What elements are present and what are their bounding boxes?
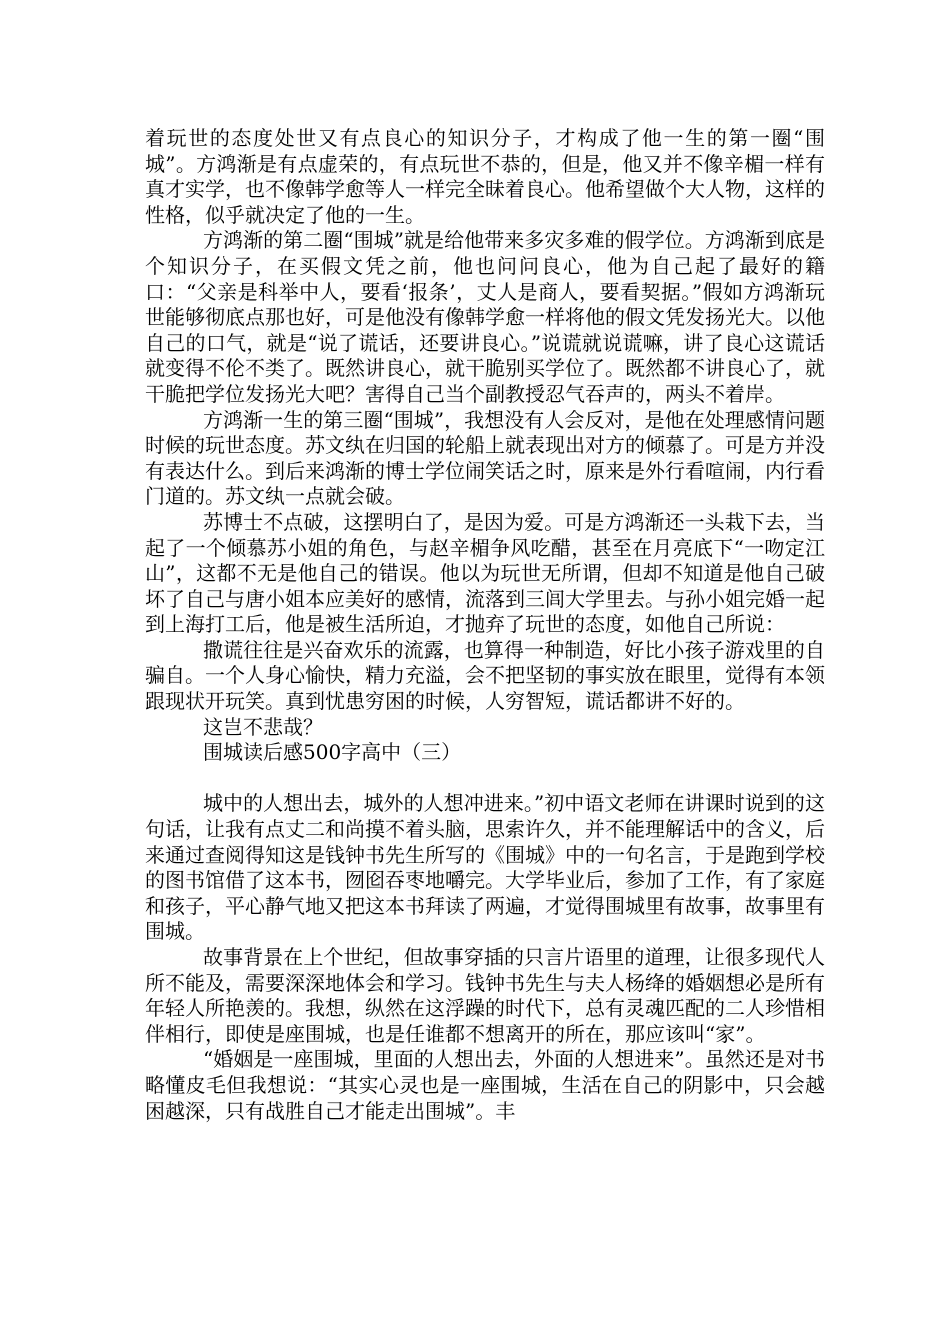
blank-line (145, 766, 825, 792)
document-body (145, 126, 825, 1124)
paragraph-10: “婚姻是一座围城，里面的人想出去，外面的人想进来”。虽然还是对书略懂皮毛但我想说：“其实心灵也是一座围城，生活在自己的阴影中，只会越困越深，只有战胜自己才能走出围城”。丰 (145, 1047, 825, 1123)
paragraph-2: 方鸿渐的第二圈“围城”就是给他带来多灾多难的假学位。方鸿渐到底是个知识分子，在买假文凭之前，他也问问良心，他为自己起了最好的籍口：“父亲是科举中人，要看‘报条’，丈人是商人，要看契据。”假如方鸿渐玩世能够彻底点那也好，可是他没有像韩学愈一样将他的假文凭发扬光大。以他自己的口气，就是“说了谎话，还要讲良心。”说谎就说谎嘛，讲了良心这谎话就变得不伦不类了。既然讲良心，就干脆别买学位了。既然都不讲良心了，就干脆把学位发扬光大吧？害得自己当个副教授忍气吞声的，两头不着岸。 (145, 228, 825, 406)
paragraph-4: 苏博士不点破，这摆明白了，是因为爱。可是方鸿渐还一头栽下去，当起了一个倾慕苏小姐的角色，与赵辛楣争风吃醋，甚至在月亮底下“一吻定江山”，这都不无是他自己的错误。他以为玩世无所谓，但却不知道是他自己破坏了自己与唐小姐本应美好的感情，流落到三闾大学里去。与孙小姐完婚一起到上海打工后，他是被生活所迫，才抛弃了玩世的态度，如他自己所说： (145, 509, 825, 637)
paragraph-1: 着玩世的态度处世又有点良心的知识分子，才构成了他一生的第一圈“围城”。方鸿渐是有点虚荣的，有点玩世不恭的，但是，他又并不像辛楣一样有真才实学，也不像韩学愈等人一样完全昧着良心。他希望做个大人物，这样的性格，似乎就决定了他的一生。 (145, 126, 825, 227)
paragraph-6: 这岂不悲哉？ (203, 714, 323, 739)
paragraph-3: 方鸿渐一生的第三圈“围城”，我想没有人会反对，是他在处理感情问题时候的玩世态度。苏文纨在归国的轮船上就表现出对方的倾慕了。可是方并没有表达什么。到后来鸿渐的博士学位闹笑话之时，原来是外行看喧闹，内行看门道的。苏文纨一点就会破。 (145, 407, 825, 509)
quote-paragraph: 撒谎往往是兴奋欢乐的流露，也算得一种制造，好比小孩子游戏里的自骗自。一个人身心愉快，精力充溢，会不把坚韧的事实放在眼里，觉得有本领跟现状开玩笑。真到忧患穷困的时候，人穷智短，谎话都讲不好的。 (145, 637, 825, 714)
paragraph-9: 故事背景在上个世纪，但故事穿插的只言片语里的道理，让很多现代人所不能及，需要深深地体会和学习。钱钟书先生与夫人杨绛的婚姻想必是所有年轻人所艳羡的。我想，纵然在这浮躁的时代下，总有灵魂匹配的二人珍惜相伴相行，即使是座围城，也是任谁都不想离开的所在，那应该叫“家”。 (145, 945, 825, 1046)
paragraph-8: 城中的人想出去，城外的人想冲进来。”初中语文老师在讲课时说到的这句话，让我有点丈二和尚摸不着头脑，思索许久，并不能理解话中的含义，后来通过查阅得知这是钱钟书先生所写的《围城》中的一句名言，于是跑到学校的图书馆借了这本书，囫囵吞枣地嚼完。大学毕业后，参加了工作，有了家庭和孩子，平心静气地又把这本书拜读了两遍，才觉得围城里有故事，故事里有围城。 (145, 791, 825, 944)
section-heading: 围城读后感500字高中（三） (203, 740, 462, 765)
